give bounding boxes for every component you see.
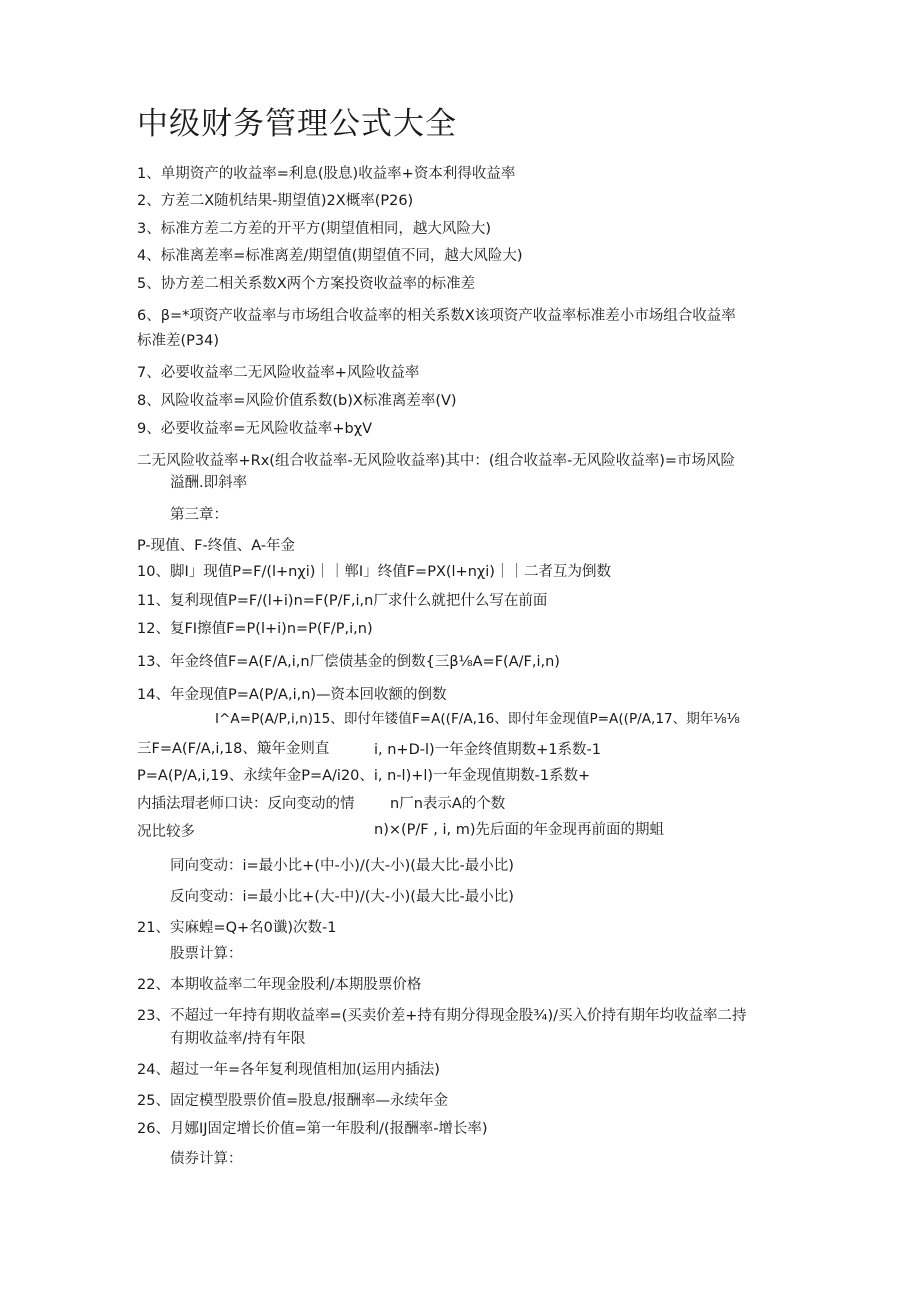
section-heading: 第三章： bbox=[170, 507, 228, 523]
formula-line: 7、必要收益率二无风险收益率+风险收益率 bbox=[137, 365, 420, 381]
formula-line: 24、超过一年=各年复利现值相加(运用内插法) bbox=[137, 1062, 440, 1078]
formula-line: 1、单期资产的收益率=利息(股息)收益率+资本利得收益率 bbox=[137, 166, 516, 182]
formula-line: 5、协方差二相关系数X两个方案投资收益率的标准差 bbox=[137, 276, 476, 292]
formula-line: P-现值、F-终值、A-年金 bbox=[137, 538, 296, 554]
formula-line: 6、β=*项资产收益率与市场组合收益率的相关系数X该项资产收益率标准差小市场组合收益率 bbox=[137, 308, 736, 324]
formula-line: 10、脚I」现值P=F∕(l+nχi)｜｜郸I」终值F=PX(l+nχi)｜｜二者互为倒数 bbox=[137, 564, 611, 580]
formula-line: 11、复利现值P=F∕(l+i)n=F(P∕F,i,n厂求什么就把什么写在前面 bbox=[137, 593, 548, 609]
formula-line: n)×(P∕F , i, m)先后面的年金现再前面的期蛆 bbox=[374, 822, 664, 838]
formula-line: 二无风险收益率+Rx(组合收益率-无风险收益率)其中：(组合收益率-无风险收益率)=市场风险 bbox=[137, 453, 736, 469]
formula-line: 况比较多 bbox=[137, 824, 195, 840]
formula-line: 3、标准方差二方差的开平方(期望值相同，越大风险大) bbox=[137, 221, 492, 237]
formula-line: 25、固定模型股票价值=股息/报酬率—永续年金 bbox=[137, 1093, 448, 1109]
formula-line: 反向变动：i=最小比+(大-中)/(大-小)(最大比-最小比) bbox=[170, 889, 514, 905]
formula-line: 标准差(P34) bbox=[137, 333, 220, 349]
formula-line: i, n+D-l)一年金终值期数+1系数-1 bbox=[374, 742, 602, 758]
formula-line: 26、月娜IJ固定增长价值=第一年股利/(报酬率-增长率) bbox=[137, 1121, 488, 1137]
formula-line: 三F=A(F∕A,i,18、簸年金则直 bbox=[137, 741, 330, 757]
formula-line: P=A(P∕A,i,19、永续年金P=A∕i20、i, n-l)+l)一年金现值期数-1系数+ bbox=[137, 768, 591, 784]
formula-line: 12、复FI擦值F=P(l+i)n=P(F∕P,i,n) bbox=[137, 621, 373, 637]
formula-line: 4、标准离差率=标准离差/期望值(期望值不同，越大风险大) bbox=[137, 248, 523, 264]
formula-line: 2、方差二X随机结果-期望值)2X概率(P26) bbox=[137, 193, 414, 209]
section-heading: 债券计算： bbox=[170, 1151, 243, 1167]
formula-line: 21、实麻蝗=Q+名0谶)次数-1 bbox=[137, 920, 337, 936]
formula-line: 同向变动：i=最小比+(中-小)/(大-小)(最大比-最小比) bbox=[170, 858, 514, 874]
formula-line: 14、年金现值P=A(P∕A,i,n)—资本回收额的倒数 bbox=[137, 687, 447, 703]
formula-line: 13、年金终值F=A(F∕A,i,n厂偿债基金的倒数{三β⅛A=F(A∕F,i,n) bbox=[137, 654, 560, 670]
formula-line: 9、必要收益率=无风险收益率+bχV bbox=[137, 421, 373, 437]
document-title: 中级财务管理公式大全 bbox=[137, 106, 457, 142]
formula-line: I^A=P(A∕P,i,n)15、即付年镂值F=A((F∕A,16、即付年金现值P=A((P∕A,17、期年⅛⅛ bbox=[215, 711, 740, 727]
formula-line: 溢酬.即斜率 bbox=[170, 475, 248, 491]
formula-line: 22、本期收益率二年现金股利/本期股票价格 bbox=[137, 977, 422, 993]
section-heading: 股票计算： bbox=[170, 946, 243, 962]
formula-line: 8、风险收益率=风险价值系数(b)X标准离差率(V) bbox=[137, 393, 457, 409]
formula-line: 23、不超过一年持有期收益率=(买卖价差+持有期分得现金股¾)/买入价持有期年均收益率二持 bbox=[137, 1008, 747, 1024]
formula-line: 有期收益率/持有年限 bbox=[170, 1031, 306, 1047]
formula-line: n厂n表示A的个数 bbox=[390, 796, 506, 812]
formula-line: 内插法瑁老师口诀：反向变动的情 bbox=[137, 796, 355, 812]
